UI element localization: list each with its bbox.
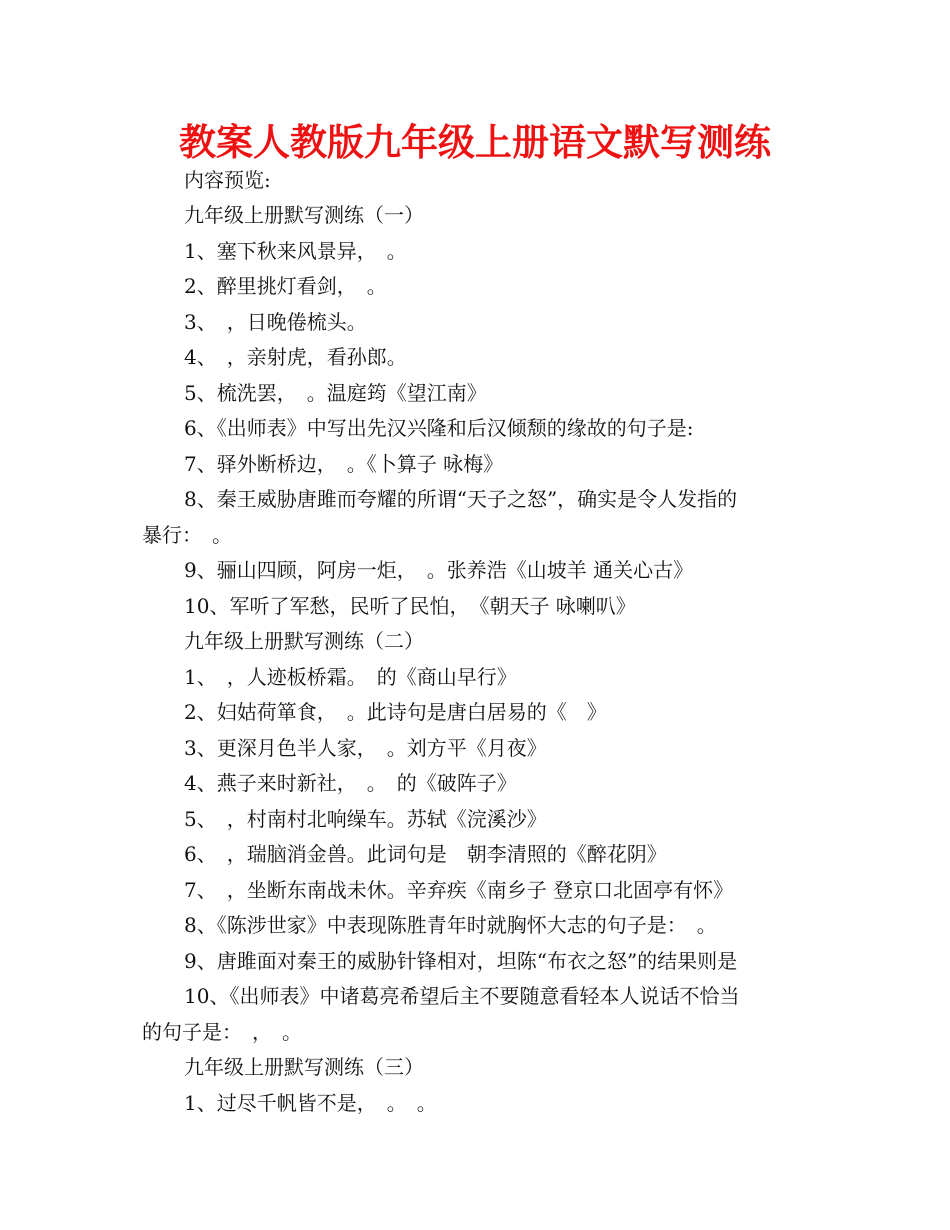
question-line: 5、梳洗罢， 。温庭筠《望江南》	[184, 381, 487, 405]
preview-label: 内容预览:	[184, 168, 271, 192]
question-line: 1、过尽千帆皆不是， 。 。	[184, 1091, 437, 1115]
question-line: 5、 ，村南村北响缲车。苏轼《浣溪沙》	[184, 807, 547, 831]
question-line: 3、 ，日晚倦梳头。	[184, 310, 367, 334]
document-title: 教案人教版九年级上册语文默写测练	[179, 121, 771, 164]
question-line: 10、《出师表》中诸葛亮希望后主不要随意看轻本人说话不恰当	[184, 984, 740, 1008]
question-line: 6、《出师表》中写出先汉兴隆和后汉倾颓的缘故的句子是:	[184, 416, 694, 440]
question-line: 3、更深月色半人家， 。刘方平《月夜》	[184, 736, 547, 760]
question-line: 4、燕子来时新社， 。 的《破阵子》	[184, 771, 517, 795]
question-line: 9、骊山四顾，阿房一炬， 。张养浩《山坡羊 通关心古》	[184, 558, 694, 582]
question-line-continued: 暴行： 。	[142, 523, 232, 547]
question-line: 2、妇姑荷箪食， 。此诗句是唐白居易的《 》	[184, 700, 607, 724]
question-line: 4、 ，亲射虎，看孙郎。	[184, 345, 407, 369]
question-line: 10、军听了军愁，民听了民怕， 《朝天子 咏喇叭》	[184, 594, 636, 618]
question-line: 6、 ，瑞脑消金兽。此词句是 朝李清照的《醉花阴》	[184, 842, 667, 866]
question-line: 2、醉里挑灯看剑， 。	[184, 274, 387, 298]
section-heading-1: 九年级上册默写测练（一）	[184, 203, 424, 227]
question-line: 9、唐雎面对秦王的威胁针锋相对，坦陈“布衣之怒”的结果则是	[184, 949, 738, 973]
section-heading-2: 九年级上册默写测练（二）	[184, 629, 424, 653]
question-line: 7、驿外断桥边， 。《卜算子 咏梅》	[184, 452, 504, 476]
section-heading-3: 九年级上册默写测练（三）	[184, 1055, 424, 1079]
question-line-continued: 的句子是： ， 。	[142, 1020, 302, 1044]
question-line: 7、 ，坐断东南战未休。辛弃疾《南乡子 登京口北固亭有怀》	[184, 878, 734, 902]
question-line: 8、秦王威胁唐雎而夸耀的所谓“天子之怒”，确实是令人发指的	[184, 487, 738, 511]
question-line: 8、《陈涉世家》中表现陈胜青年时就胸怀大志的句子是： 。	[184, 913, 717, 937]
question-line: 1、 ，人迹板桥霜。 的《商山早行》	[184, 665, 517, 689]
question-line: 1、塞下秋来风景异， 。	[184, 239, 407, 263]
